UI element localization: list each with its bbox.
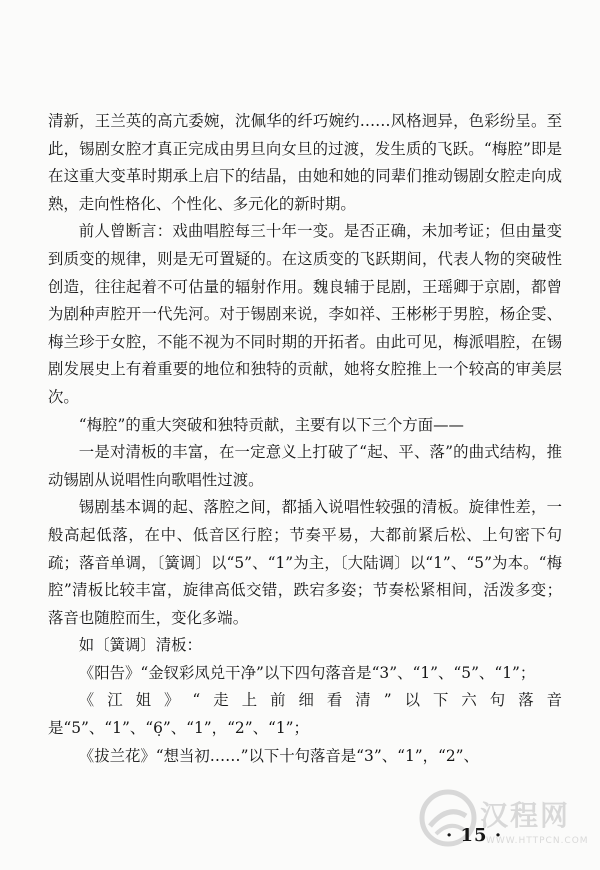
paragraph: “梅腔”的重大突破和独特贡献，主要有以下三个方面——: [78, 415, 464, 434]
paragraph: 《江姐》“走上前细看清”以下六句落音是“5”、“1”、“6̣”、“1”，“2”、“1”；: [48, 691, 562, 738]
paragraph: 如〔簧调〕清板：: [78, 636, 202, 655]
watermark-text: 汉程网: [480, 799, 571, 832]
paragraph: 锡剧基本调的起、落腔之间，都插入说唱性较强的清板。旋律性差，一般高起低落，在中、低音区行腔；节奏平易，大都前紧后松、上句密下句疏；落音单调，〔簧调〕以“5”、“1”为主，〔大陆调〕以“1”、“5”为本。“梅腔”清板比较丰富，旋律高低交错，跌宕多姿；节奏松紧相间，活泼多变；落音也随腔而生，变化多端。: [48, 498, 562, 627]
body-text: [48, 108, 562, 770]
paragraph: 《阳告》“金钗彩凤兑干净”以下四句落音是“3”、“1”、“5”、“1”；: [78, 663, 536, 682]
paragraph: 清新，王兰英的高亢委婉，沈佩华的纤巧婉约……风格迥异，色彩纷呈。至此，锡剧女腔才真正完成由男旦向女旦的过渡，发生质的飞跃。“梅腔”即是在这重大变革时期承上启下的结晶，由她和她的同辈们推动锡剧女腔走向成熟，走向性格化、个性化、多元化的新时期。: [48, 112, 562, 213]
paragraph: 一是对清板的丰富，在一定意义上打破了“起、平、落”的曲式结构，推动锡剧从说唱性向歌唱性过渡。: [48, 443, 562, 489]
watermark: [416, 786, 596, 866]
paragraph: 前人曾断言：戏曲唱腔每三十年一变。是否正确，未加考证；但由量变到质变的规律，则是无可置疑的。在这质变的飞跃期间，代表人物的突破性创造，往往起着不可估量的辐射作用。魏良辅于昆剧，王瑶卿于京剧，都曾为剧种声腔开一代先河。对于锡剧来说，李如祥、王彬彬于男腔，杨企雯、梅兰珍于女腔，不能不视为不同时期的开拓者。由此可见，梅派唱腔，在锡剧发展史上有着重要的地位和独特的贡献，她将女腔推上一个较高的审美层次。: [48, 222, 562, 406]
paragraph: 《拔兰花》“想当初……”以下十句落音是“3”、“1”，“2”、: [78, 746, 479, 765]
watermark-url: WWW.HTTPCN.COM: [486, 836, 589, 846]
page-number: · 15 ·: [446, 825, 503, 846]
